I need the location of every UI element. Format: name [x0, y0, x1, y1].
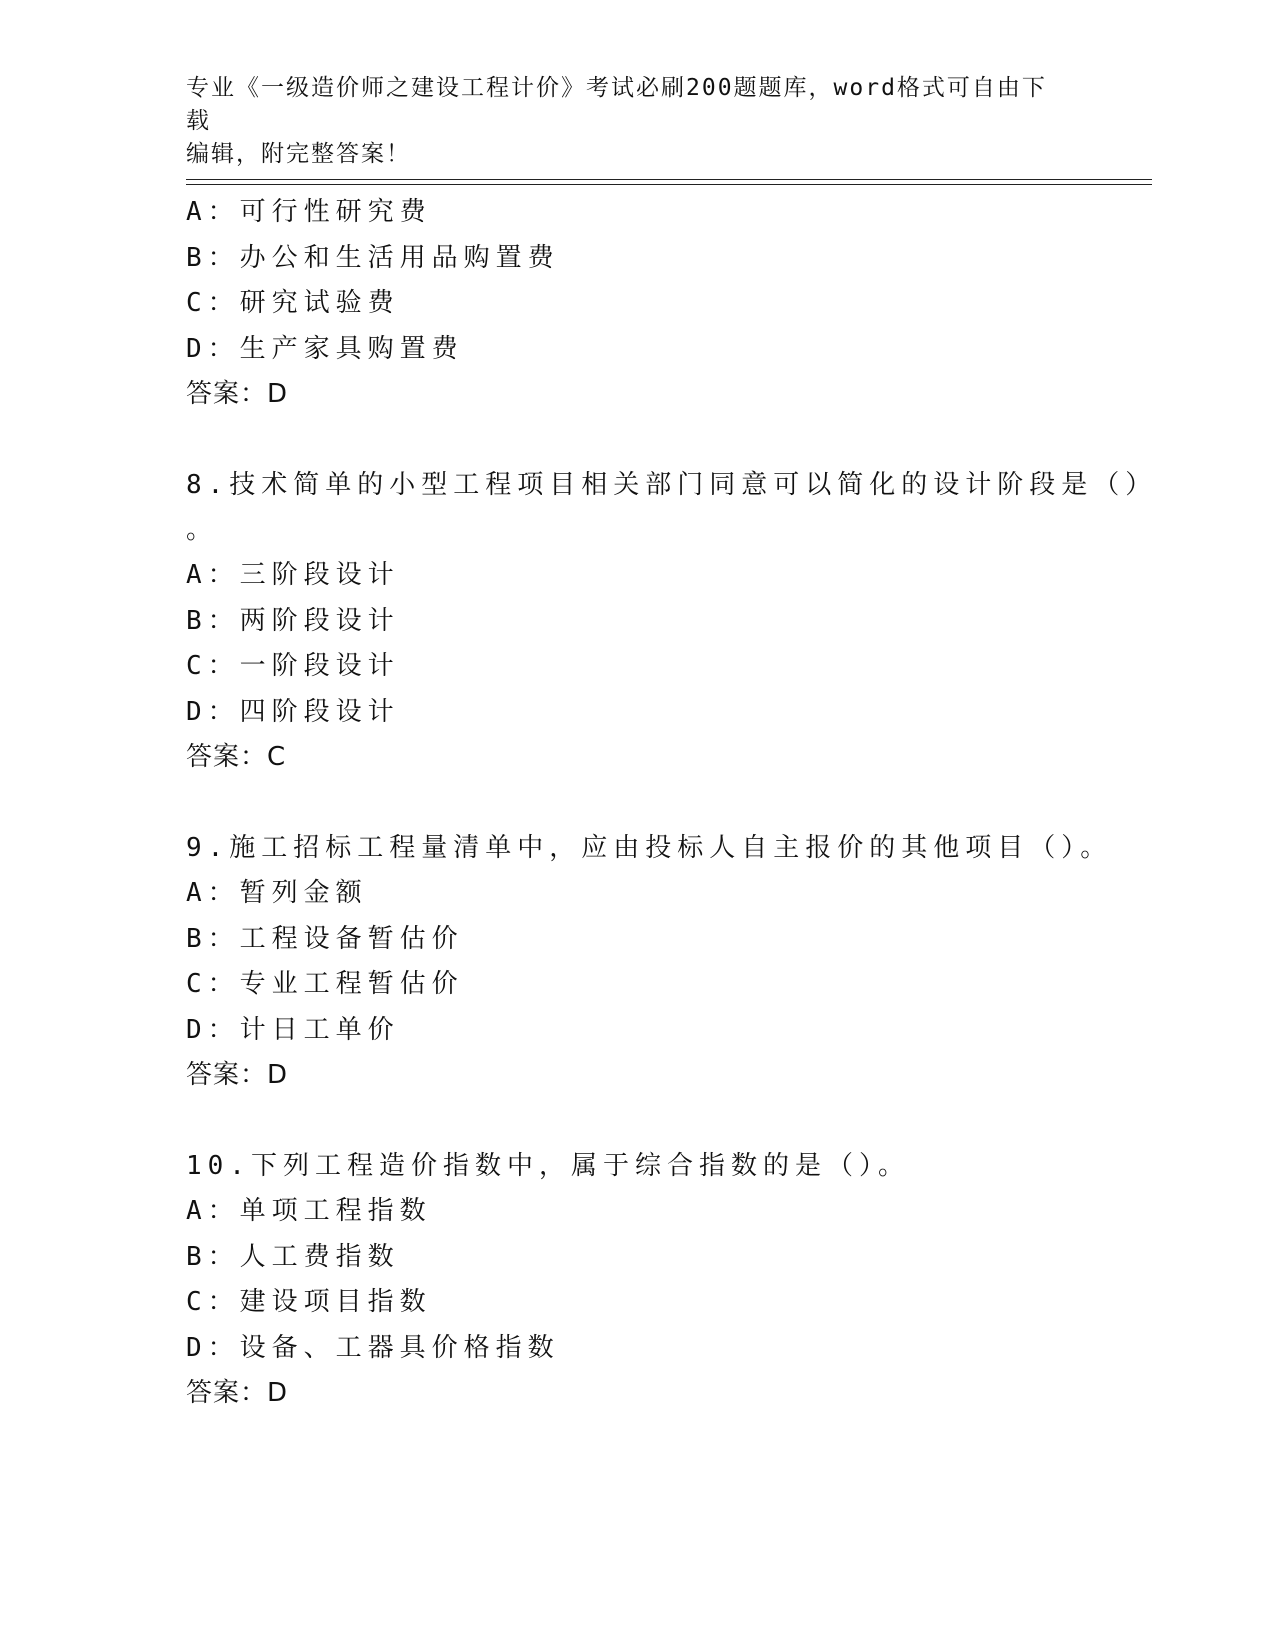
question-9: [186, 826, 1113, 1099]
question-text: 9.施工招标工程量清单中，应由投标人自主报价的其他项目（）。: [186, 832, 1113, 863]
option-b: B：人工费指数: [186, 1241, 400, 1272]
header-divider-top: [186, 179, 1152, 180]
spacer: [186, 1099, 1066, 1144]
answer: 答案：D: [186, 379, 289, 409]
option-a: A：可行性研究费: [186, 197, 432, 227]
question-10: [186, 1144, 1066, 1417]
question-text: 10.下列工程造价指数中，属于综合指数的是（）。: [186, 1150, 910, 1181]
answer: 答案：C: [186, 742, 287, 772]
option-a: A：单项工程指数: [186, 1196, 432, 1226]
option-b: B：办公和生活用品购置费: [186, 242, 560, 273]
header-divider-bottom: [186, 184, 1152, 185]
question-text-continuation: 。: [186, 515, 213, 545]
document-header: [186, 72, 1066, 171]
option-b: B：工程设备暂估价: [186, 923, 464, 954]
header-line-1: 专业《一级造价师之建设工程计价》考试必刷200题题库，word格式可自由下载: [186, 75, 1047, 134]
option-c: C：研究试验费: [186, 288, 400, 318]
option-c: C：一阶段设计: [186, 651, 400, 681]
spacer: [186, 781, 1066, 826]
header-line-2: 编辑，附完整答案！: [186, 141, 411, 167]
answer: 答案：D: [186, 1378, 289, 1408]
question-8: [186, 463, 1158, 781]
option-c: C：建设项目指数: [186, 1287, 432, 1317]
option-d: D：设备、工器具价格指数: [186, 1332, 560, 1363]
option-a: A：暂列金额: [186, 878, 368, 908]
option-d: D：生产家具购置费: [186, 333, 464, 364]
option-d: D：计日工单价: [186, 1014, 400, 1045]
question-7: [186, 190, 1066, 418]
option-a: A：三阶段设计: [186, 560, 400, 590]
question-text: 8.技术简单的小型工程项目相关部门同意可以简化的设计阶段是（）: [186, 469, 1158, 500]
question-list: [186, 190, 1158, 1417]
option-d: D：四阶段设计: [186, 696, 400, 727]
spacer: [186, 418, 1066, 463]
option-b: B：两阶段设计: [186, 605, 400, 636]
answer: 答案：D: [186, 1060, 289, 1090]
option-c: C：专业工程暂估价: [186, 969, 464, 999]
